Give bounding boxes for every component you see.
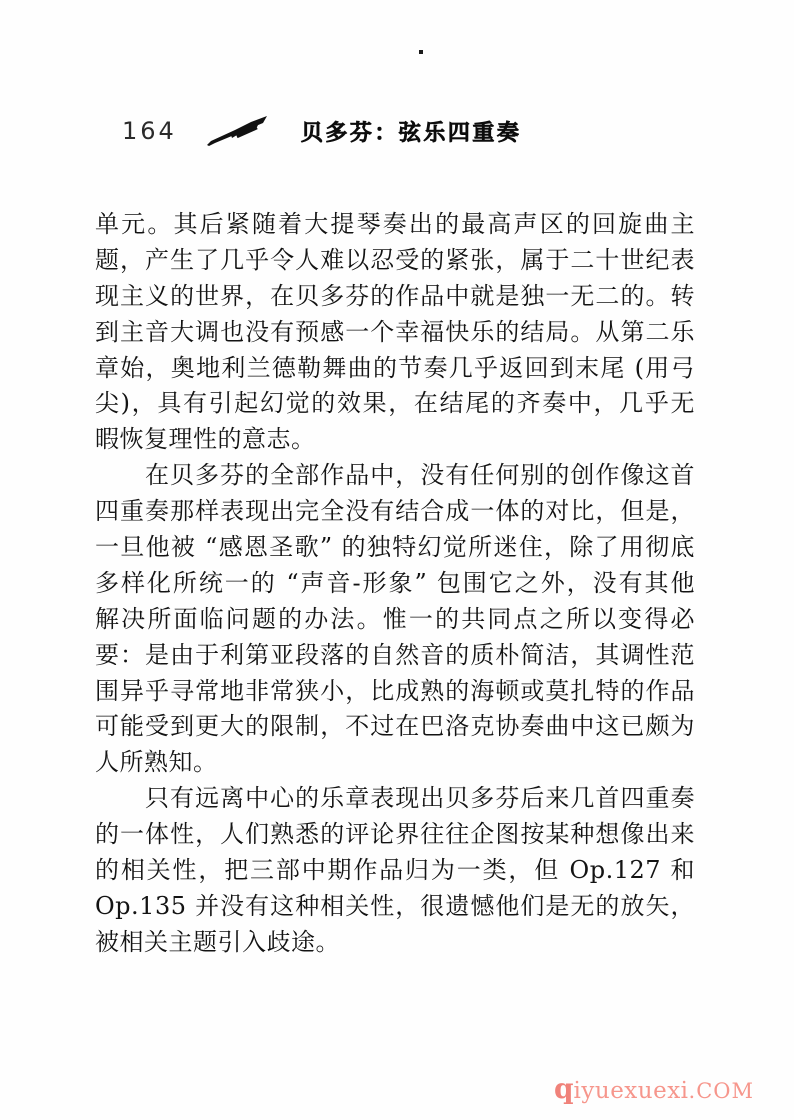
text-line: 题，产生了几乎令人难以忍受的紧张，属于二十世纪表	[95, 245, 695, 274]
text-line: 暇恢复理性的意志。	[95, 425, 316, 454]
book-title: 贝多芬：弦乐四重奏	[300, 119, 522, 146]
brush-stroke-icon	[205, 114, 277, 148]
text-line: 的相关性，把三部中期作品归为一类，但 Op.127 和	[95, 856, 695, 885]
scan-speck	[419, 50, 423, 54]
watermark-initial: q	[553, 1072, 574, 1105]
text-line: 现主义的世界，在贝多芬的作品中就是独一无二的。转	[95, 281, 695, 310]
site-watermark	[554, 1072, 754, 1105]
text-line: 多样化所统一的 “声音-形象” 包围它之外，没有其他	[95, 568, 695, 597]
text-line: 围异乎寻常地非常狭小，比成熟的海顿或莫扎特的作品	[95, 676, 695, 705]
text-line: 的一体性，人们熟悉的评论界往往企图按某种想像出来	[95, 820, 695, 849]
text-line: 一旦他被 “感恩圣歌” 的独特幻觉所迷住，除了用彻底	[95, 533, 695, 562]
text-line: 解决所面临问题的办法。惟一的共同点之所以变得必	[95, 604, 695, 633]
page-header	[122, 114, 521, 148]
page-number: 164	[122, 117, 177, 145]
text-line: 要：是由于利第亚段落的自然音的质朴简洁，其调性范	[95, 640, 695, 669]
text-line: 可能受到更大的限制，不过在巴洛克协奏曲中这已颇为	[95, 712, 695, 741]
text-line: 被相关主题引入歧途。	[95, 927, 340, 956]
watermark-tld: .COM	[688, 1079, 754, 1103]
text-line: 四重奏那样表现出完全没有结合成一体的对比，但是，	[95, 497, 695, 526]
text-line: 单元。其后紧随着大提琴奏出的最高声区的回旋曲主	[95, 210, 695, 238]
watermark-name: iyuexuexi	[573, 1078, 689, 1104]
text-line: 只有远离中心的乐章表现出贝多芬后来几首四重奏	[145, 784, 695, 813]
text-line: 章始，奥地利兰德勒舞曲的节奏几乎返回到末尾 (用弓	[95, 353, 695, 382]
text-line: 在贝多芬的全部作品中，没有任何别的创作像这首	[145, 461, 695, 490]
text-line: 尖)，具有引起幻觉的效果，在结尾的齐奏中，几乎无	[95, 389, 695, 418]
text-line: Op.135 并没有这种相关性，很遗憾他们是无的放矢，	[95, 891, 695, 920]
text-line: 人所熟知。	[95, 748, 218, 777]
text-line: 到主音大调也没有预感一个幸福快乐的结局。从第二乐	[95, 317, 695, 346]
body-text	[95, 207, 695, 961]
